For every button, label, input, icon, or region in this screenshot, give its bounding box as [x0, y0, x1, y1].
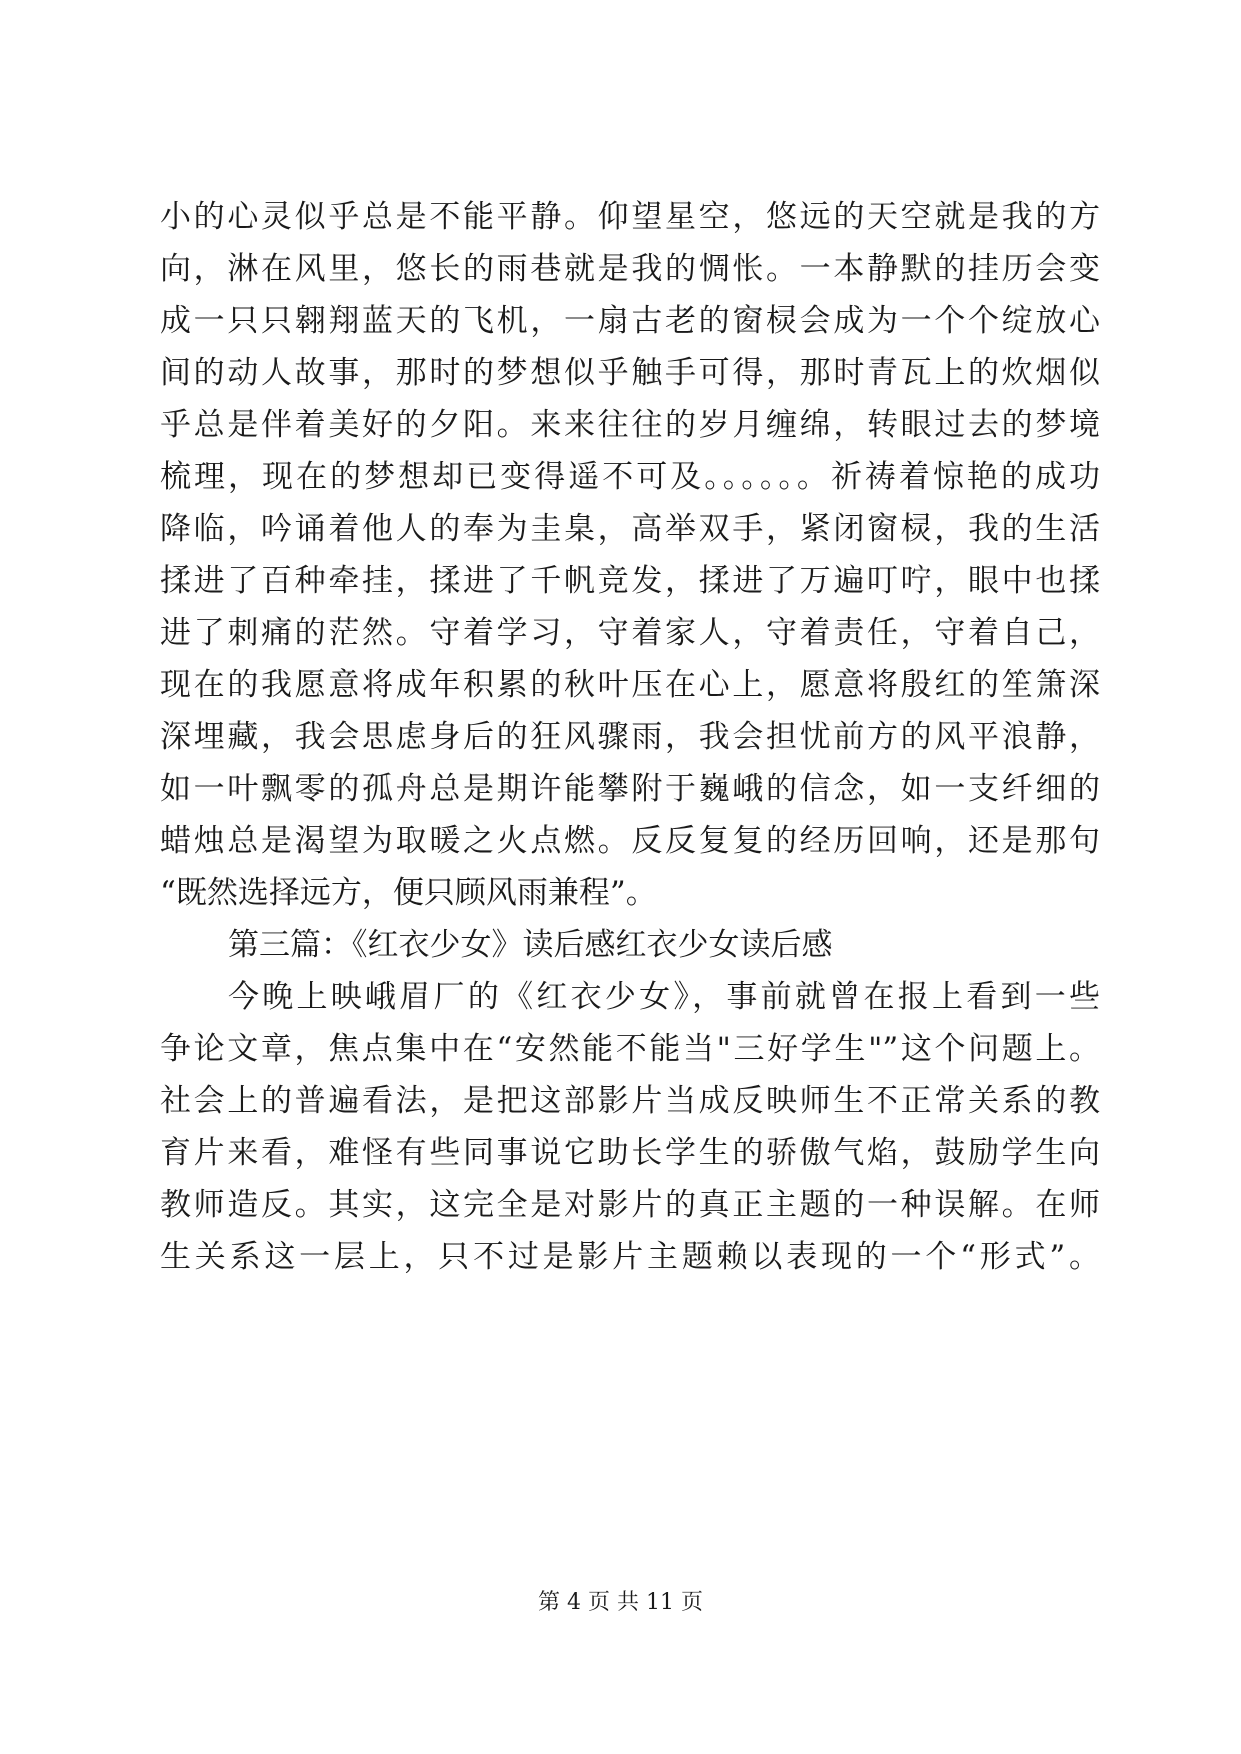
- paragraph-line: 成一只只翱翔蓝天的飞机，一扇古老的窗棂会成为一个个绽放心: [160, 303, 1100, 339]
- paragraph-line: 深埋藏，我会思虑身后的狂风骤雨，我会担忧前方的风平浪静，: [160, 719, 1100, 755]
- page-number-footer: 第 4 页 共 11 页: [538, 1590, 703, 1615]
- paragraph-line: 蜡烛总是渴望为取暖之火点燃。反反复复的经历回响，还是那句: [160, 823, 1100, 859]
- paragraph-line: 育片来看，难怪有些同事说它助长学生的骄傲气焰，鼓励学生向: [160, 1135, 1100, 1171]
- paragraph-line: 今晚上映峨眉厂的《红衣少女》，事前就曾在报上看到一些: [228, 979, 1100, 1015]
- paragraph-line: 如一叶飘零的孤舟总是期许能攀附于巍峨的信念，如一支纤细的: [160, 771, 1100, 807]
- section-heading: 第三篇：《红衣少女》读后感红衣少女读后感: [228, 927, 833, 963]
- paragraph-line: 梳理，现在的梦想却已变得遥不可及。。。。。。祈祷着惊艳的成功: [160, 459, 1100, 495]
- paragraph-line: 揉进了百种牵挂，揉进了千帆竞发，揉进了万遍叮咛，眼中也揉: [160, 563, 1100, 599]
- paragraph-line: 降临，吟诵着他人的奉为圭臬，高举双手，紧闭窗棂，我的生活: [160, 511, 1100, 547]
- paragraph-line: 现在的我愿意将成年积累的秋叶压在心上，愿意将殷红的笙箫深: [160, 667, 1100, 703]
- paragraph-line: 生关系这一层上，只不过是影片主题赖以表现的一个“形式”。: [160, 1239, 1100, 1275]
- paragraph-line: 乎总是伴着美好的夕阳。来来往往的岁月缠绵，转眼过去的梦境: [160, 407, 1100, 443]
- paragraph-line: 小的心灵似乎总是不能平静。仰望星空，悠远的天空就是我的方: [160, 199, 1100, 235]
- paragraph-line: 争论文章，焦点集中在“安然能不能当"三好学生"”这个问题上。: [160, 1031, 1100, 1067]
- paragraph-line: “既然选择远方，便只顾风雨兼程”。: [160, 875, 657, 911]
- paragraph-line: 向，淋在风里，悠长的雨巷就是我的惆怅。一本静默的挂历会变: [160, 251, 1100, 287]
- paragraph-line: 教师造反。其实，这完全是对影片的真正主题的一种误解。在师: [160, 1187, 1100, 1223]
- paragraph-line: 间的动人故事，那时的梦想似乎触手可得，那时青瓦上的炊烟似: [160, 355, 1100, 391]
- paragraph-line: 进了刺痛的茫然。守着学习，守着家人，守着责任，守着自己，: [160, 615, 1100, 651]
- paragraph-line: 社会上的普遍看法，是把这部影片当成反映师生不正常关系的教: [160, 1083, 1100, 1119]
